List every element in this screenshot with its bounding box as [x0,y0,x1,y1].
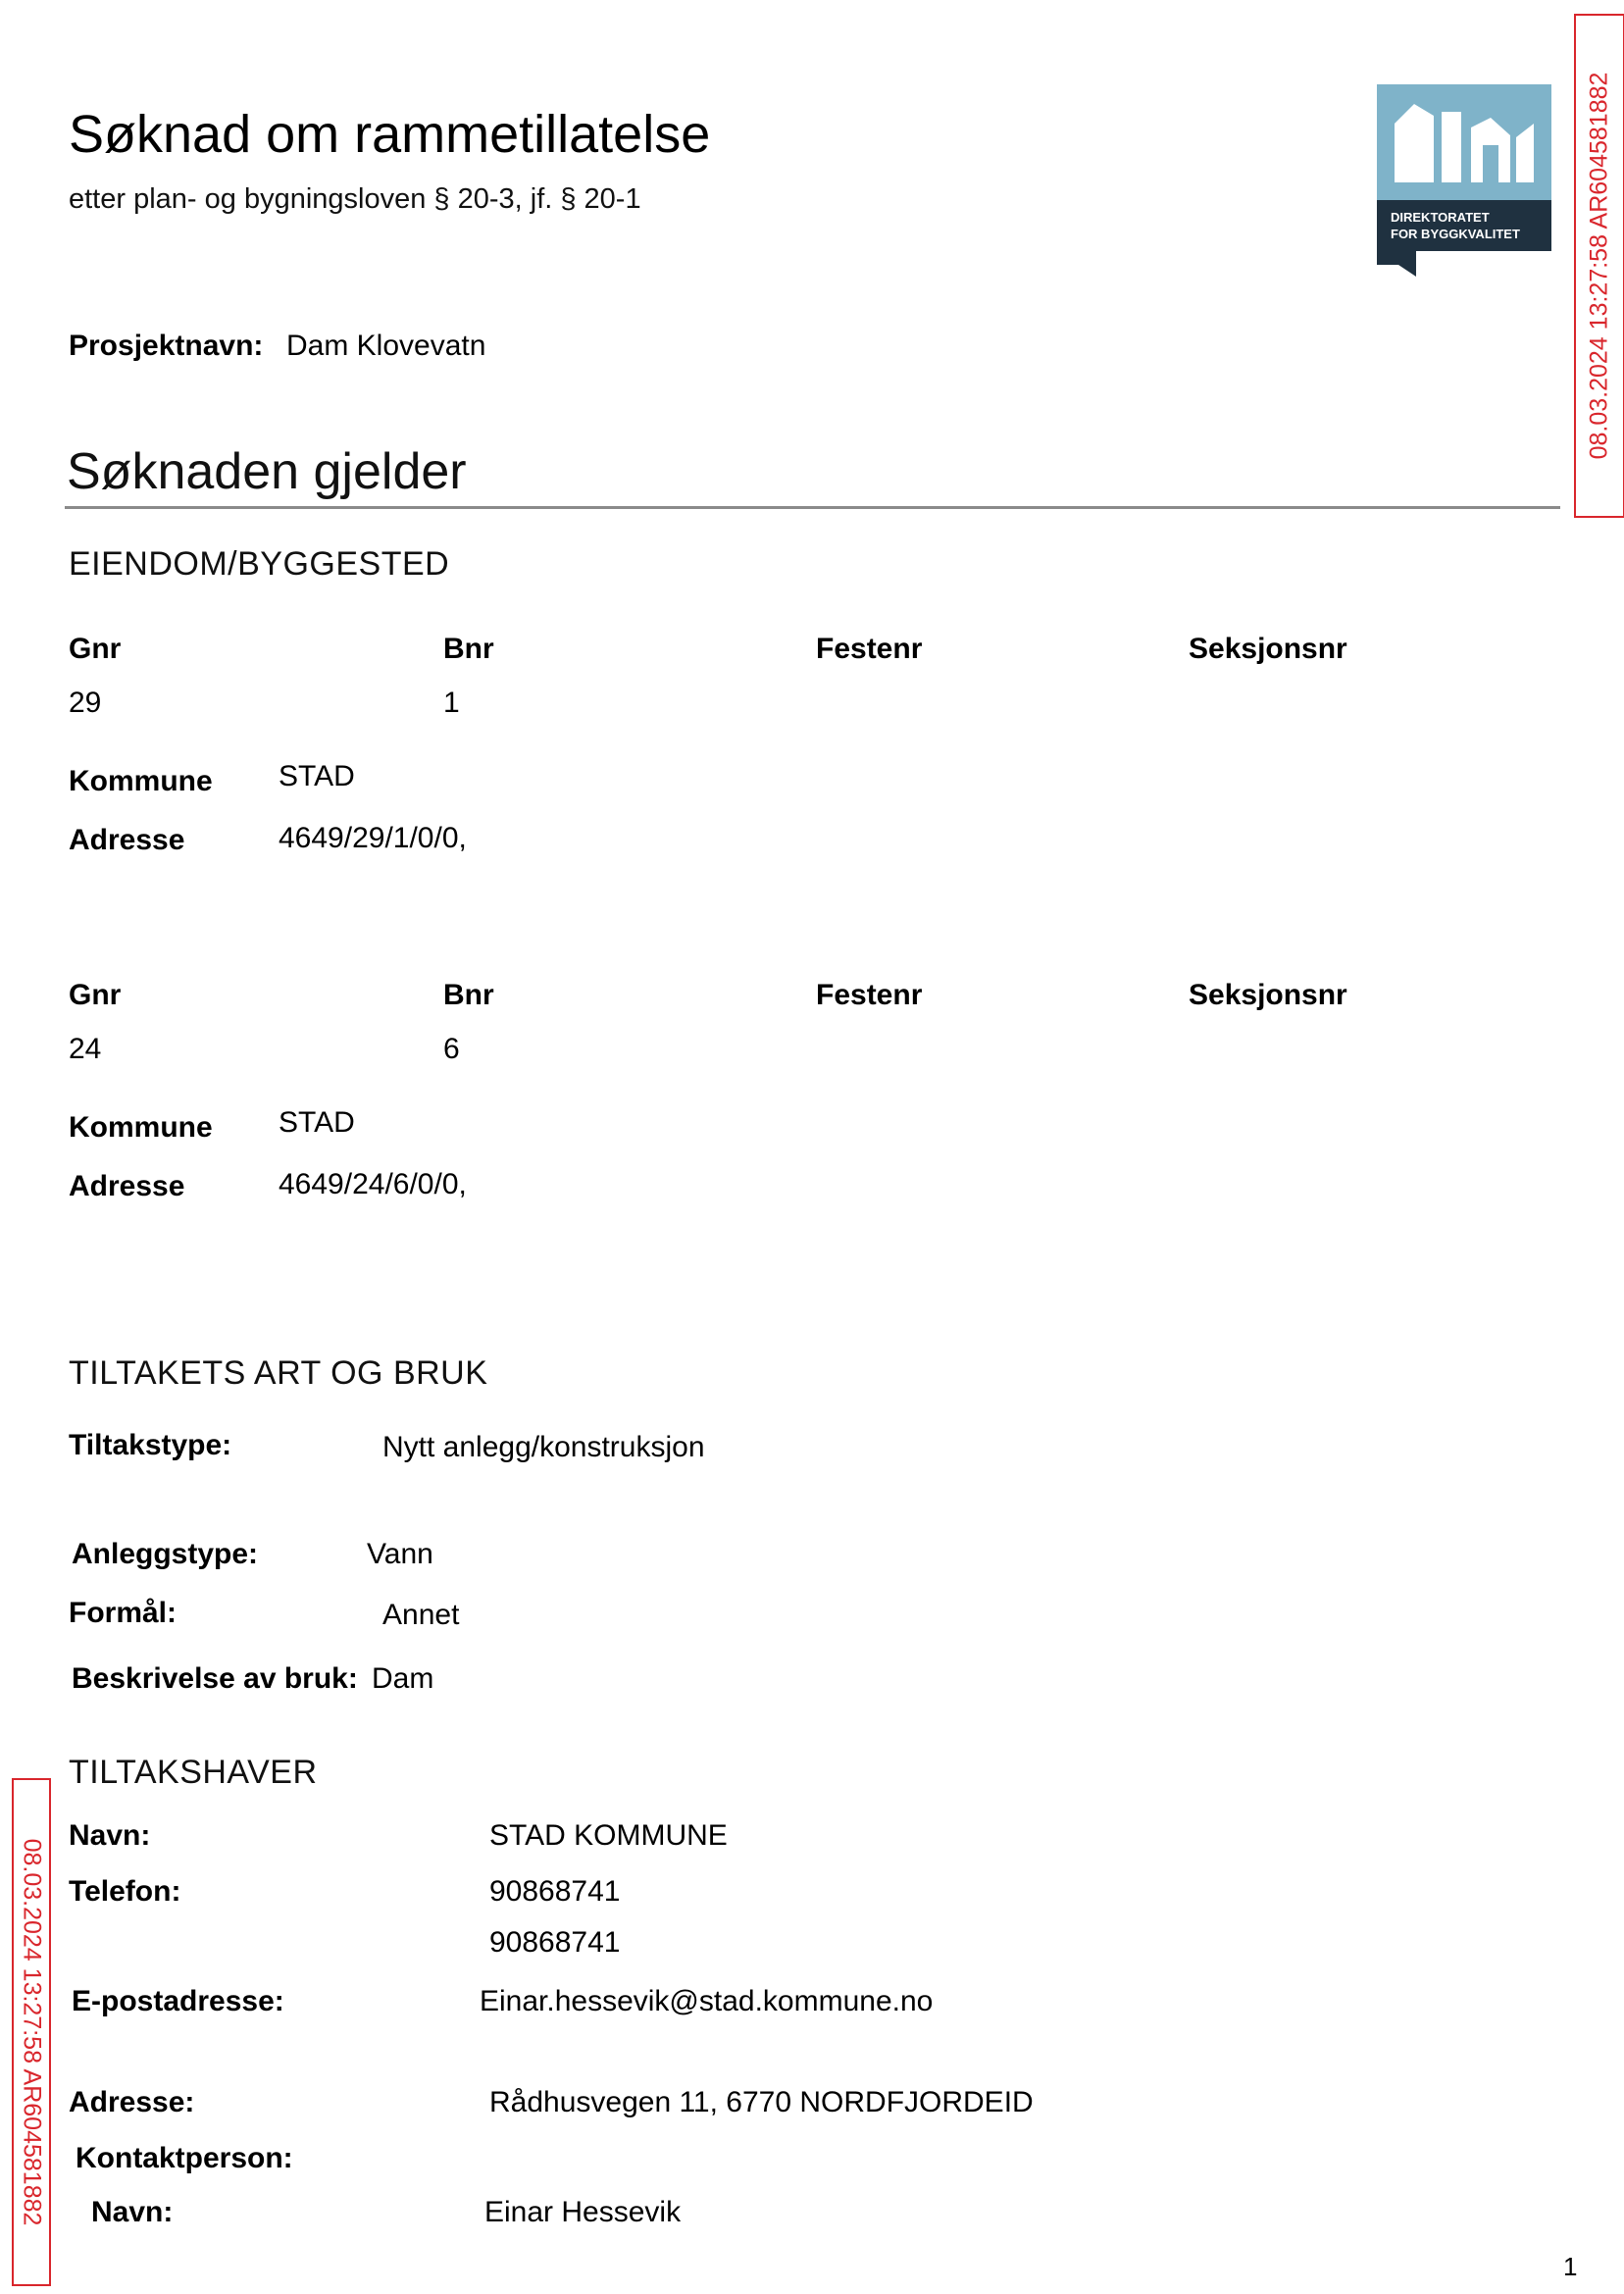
tiltakstype-label: Tiltakstype: [69,1429,232,1461]
tiltakstype-value: Nytt anlegg/konstruksjon [382,1431,705,1463]
col-seksjonsnr-header: Seksjonsnr [1189,633,1347,665]
col-gnr-header: Gnr [69,633,122,665]
col-seksjonsnr-header: Seksjonsnr [1189,979,1347,1011]
beskrivelse-value: Dam [372,1662,434,1695]
page-subtitle: etter plan- og bygningsloven § 20-3, jf. § 20-1 [69,183,641,215]
project-name-label: Prosjektnavn: [69,330,264,362]
navn-label: Navn: [69,1819,151,1852]
page-number: 1 [1563,2252,1578,2281]
kontaktperson-label: Kontaktperson: [76,2142,293,2174]
kommune-value: STAD [279,760,355,792]
col-festenr-header: Festenr [816,633,923,665]
kommune-label: Kommune [69,1111,213,1144]
timestamp-stamp-right [1574,14,1624,518]
beskrivelse-label: Beskrivelse av bruk: [72,1662,358,1695]
property-heading: EIENDOM/BYGGESTED [69,545,450,583]
adresse-label: Adresse [69,824,185,856]
stamp-text: 08.03.2024 13:27:58 AR604581882 [1585,72,1613,460]
kommune-value: STAD [279,1106,355,1139]
bnr-value: 6 [443,1033,460,1065]
tiltakshaver-heading: TILTAKSHAVER [69,1754,318,1791]
adresse-value: Rådhusvegen 11, 6770 NORDFJORDEID [489,2086,1034,2118]
section-heading: Søknaden gjelder [67,443,467,500]
epost-value: Einar.hessevik@stad.kommune.no [480,1985,934,2017]
adresse-label: Adresse: [69,2086,195,2118]
kommune-label: Kommune [69,765,213,797]
col-festenr-header: Festenr [816,979,923,1011]
epost-label: E-postadresse: [72,1985,284,2017]
anleggstype-value: Vann [367,1538,433,1570]
kontaktperson-navn-label: Navn: [91,2196,174,2228]
adresse-value: 4649/24/6/0/0, [279,1168,467,1200]
formal-label: Formål: [69,1597,178,1629]
page-title: Søknad om rammetillatelse [69,105,711,164]
kontaktperson-navn-value: Einar Hessevik [484,2196,682,2228]
telefon-value-secondary: 90868741 [489,1926,621,1959]
logo-text-2: FOR BYGGKVALITET [1391,227,1520,241]
col-bnr-header: Bnr [443,979,494,1011]
col-bnr-header: Bnr [443,633,494,665]
adresse-value: 4649/29/1/0/0, [279,822,467,854]
adresse-label: Adresse [69,1170,185,1202]
logo-text-1: DIREKTORATET [1391,210,1490,225]
tiltak-heading: TILTAKETS ART OG BRUK [69,1354,488,1392]
gnr-value: 24 [69,1033,102,1065]
project-name-value: Dam Klovevatn [286,330,486,362]
section-divider [65,506,1560,509]
col-gnr-header: Gnr [69,979,122,1011]
formal-value: Annet [382,1599,460,1631]
telefon-value: 90868741 [489,1875,621,1908]
navn-value: STAD KOMMUNE [489,1819,728,1852]
anleggstype-label: Anleggstype: [72,1538,259,1570]
stamp-text: 08.03.2024 13:27:58 AR604581882 [18,1838,46,2226]
telefon-label: Telefon: [69,1875,181,1908]
gnr-value: 29 [69,687,102,719]
bnr-value: 1 [443,687,460,719]
dibk-logo [1377,84,1551,277]
timestamp-stamp-left [12,1778,51,2286]
